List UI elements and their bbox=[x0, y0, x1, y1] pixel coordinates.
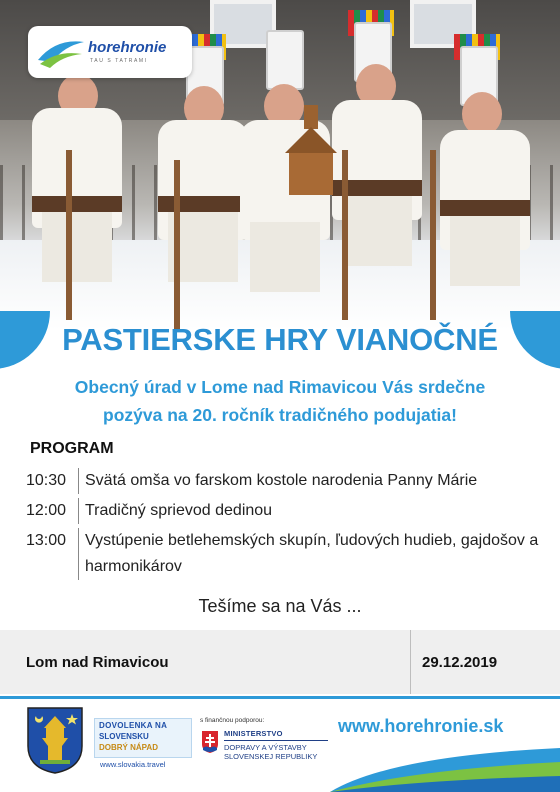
horehronie-swoosh-icon bbox=[36, 34, 86, 70]
invitation-text bbox=[10, 373, 550, 429]
dovolenka-line: DOVOLENKA NA bbox=[99, 721, 168, 730]
program-item bbox=[26, 468, 546, 494]
program-divider bbox=[78, 468, 79, 494]
program-item bbox=[26, 528, 546, 580]
program-list bbox=[26, 468, 546, 584]
village-crest-icon bbox=[26, 706, 84, 774]
invitation-line: pozýva na 20. ročník tradičného podujatia! bbox=[103, 405, 457, 425]
event-title: PASTIERSKE HRY VIANOČNÉ bbox=[62, 322, 498, 357]
event-location: Lom nad Rimavicou bbox=[26, 654, 169, 671]
program-time: 13:00 bbox=[26, 532, 67, 549]
invitation-line: Obecný úrad v Lome nad Rimavicou Vás srdečne bbox=[74, 377, 486, 397]
ministry-line: MINISTERSTVO bbox=[224, 729, 283, 738]
program-divider bbox=[78, 498, 79, 524]
program-divider bbox=[78, 528, 79, 580]
dovolenka-logo bbox=[94, 718, 192, 758]
slovak-coat-of-arms-icon bbox=[201, 730, 219, 754]
info-divider bbox=[410, 630, 411, 694]
dovolenka-line: DOBRÝ NÁPAD bbox=[99, 743, 158, 752]
program-item bbox=[26, 498, 546, 524]
support-label: s finančnou podporou: bbox=[200, 717, 265, 724]
horehronie-logo bbox=[28, 26, 192, 78]
logo-brand: horehronie bbox=[88, 39, 167, 56]
program-text: Svätá omša vo farskom kostole narodenia Panny Márie bbox=[85, 472, 478, 489]
carved-church-model bbox=[285, 105, 337, 195]
ministry-rule bbox=[224, 740, 328, 741]
program-text: Tradičný sprievod dedinou bbox=[85, 502, 273, 519]
dovolenka-line: SLOVENSKU bbox=[99, 732, 149, 741]
horehronie-website-link[interactable]: www.horehronie.sk bbox=[338, 716, 504, 736]
footer-accent-line bbox=[0, 696, 560, 699]
event-date: 29.12.2019 bbox=[422, 654, 498, 671]
ministry-logo bbox=[224, 729, 334, 761]
program-time: 12:00 bbox=[26, 502, 67, 519]
program-text: Vystúpenie betlehemských skupín, ľudových hudieb, gajdošov a harmonikárov bbox=[85, 532, 539, 575]
decorative-waves-icon bbox=[330, 742, 560, 792]
greeting-text: Tešíme sa na Vás ... bbox=[198, 596, 362, 616]
ministry-line: DOPRAVY A VÝSTAVBY bbox=[224, 743, 307, 752]
program-heading: PROGRAM bbox=[30, 440, 114, 457]
ministry-line: SLOVENSKEJ REPUBLIKY bbox=[224, 752, 318, 761]
logo-tagline: TAU S TATRAMI bbox=[90, 58, 148, 64]
info-bar bbox=[0, 630, 560, 694]
program-time: 10:30 bbox=[26, 472, 67, 489]
slovakia-travel-link[interactable]: www.slovakia.travel bbox=[100, 760, 166, 769]
